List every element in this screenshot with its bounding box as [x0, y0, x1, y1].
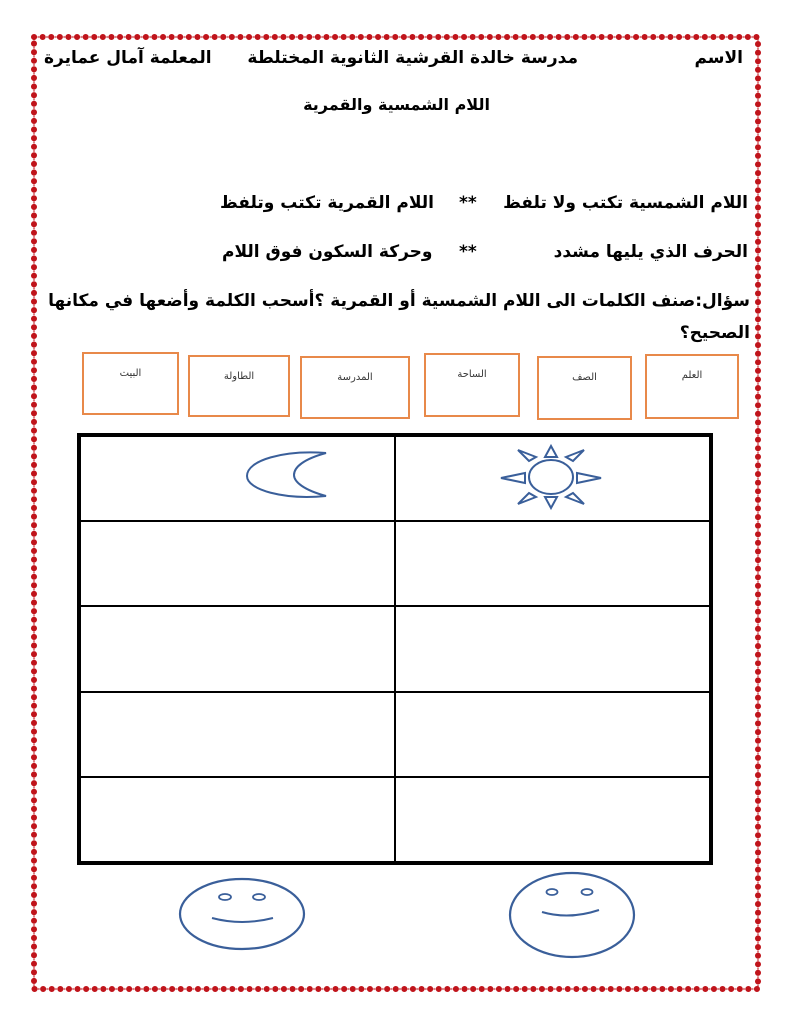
moon-drop-cell[interactable] [80, 521, 395, 606]
school-name: مدرسة خالدة القرشية الثانوية المختلطة [247, 48, 578, 68]
word-card-label: الساحة [457, 369, 487, 380]
word-card[interactable] [537, 356, 632, 420]
word-card-label: البيت [119, 368, 142, 379]
moon-header-cell [80, 436, 395, 521]
moon-icon [244, 450, 334, 500]
sun-drop-cell[interactable] [395, 521, 710, 606]
moon-drop-cell[interactable] [80, 606, 395, 691]
word-card[interactable] [424, 353, 520, 417]
sun-drop-cell[interactable] [395, 606, 710, 691]
rule-qamari: اللام القمرية تكتب وتلفظ [220, 193, 434, 213]
rule-separator-2: ** [459, 242, 477, 262]
classification-table [77, 433, 713, 865]
word-card-label: الصف [572, 372, 597, 383]
teacher-name: المعلمة آمال عمايرة [44, 48, 212, 68]
word-card-label: الطاولة [223, 371, 255, 382]
rule-shamsi-detail: الحرف الذي يليها مشدد [553, 242, 748, 262]
smiley-face-icon [507, 870, 637, 960]
question-text: سؤال:صنف الكلمات الى اللام الشمسية أو القمرية ؟أسحب الكلمة وأضعها في مكانها الصحيح؟ [48, 291, 750, 343]
rule-qamari-detail: وحركة السكون فوق اللام [222, 242, 433, 262]
sun-drop-cell[interactable] [395, 692, 710, 777]
word-card[interactable] [645, 354, 739, 419]
page-title: اللام الشمسية والقمرية [303, 95, 490, 114]
name-label: الاسم [694, 48, 743, 68]
rule-separator-1: ** [459, 193, 477, 213]
word-card-label: المدرسة [337, 372, 373, 383]
rule-shamsi: اللام الشمسية تكتب ولا تلفظ [503, 193, 748, 213]
word-card[interactable] [300, 356, 410, 419]
moon-drop-cell[interactable] [80, 777, 395, 862]
smiley-face-icon [177, 876, 307, 952]
sun-drop-cell[interactable] [395, 777, 710, 862]
moon-drop-cell[interactable] [80, 692, 395, 777]
word-card[interactable] [188, 355, 290, 417]
word-card-label: العلم [681, 370, 703, 381]
sun-icon [496, 443, 606, 511]
word-card[interactable] [82, 352, 179, 415]
